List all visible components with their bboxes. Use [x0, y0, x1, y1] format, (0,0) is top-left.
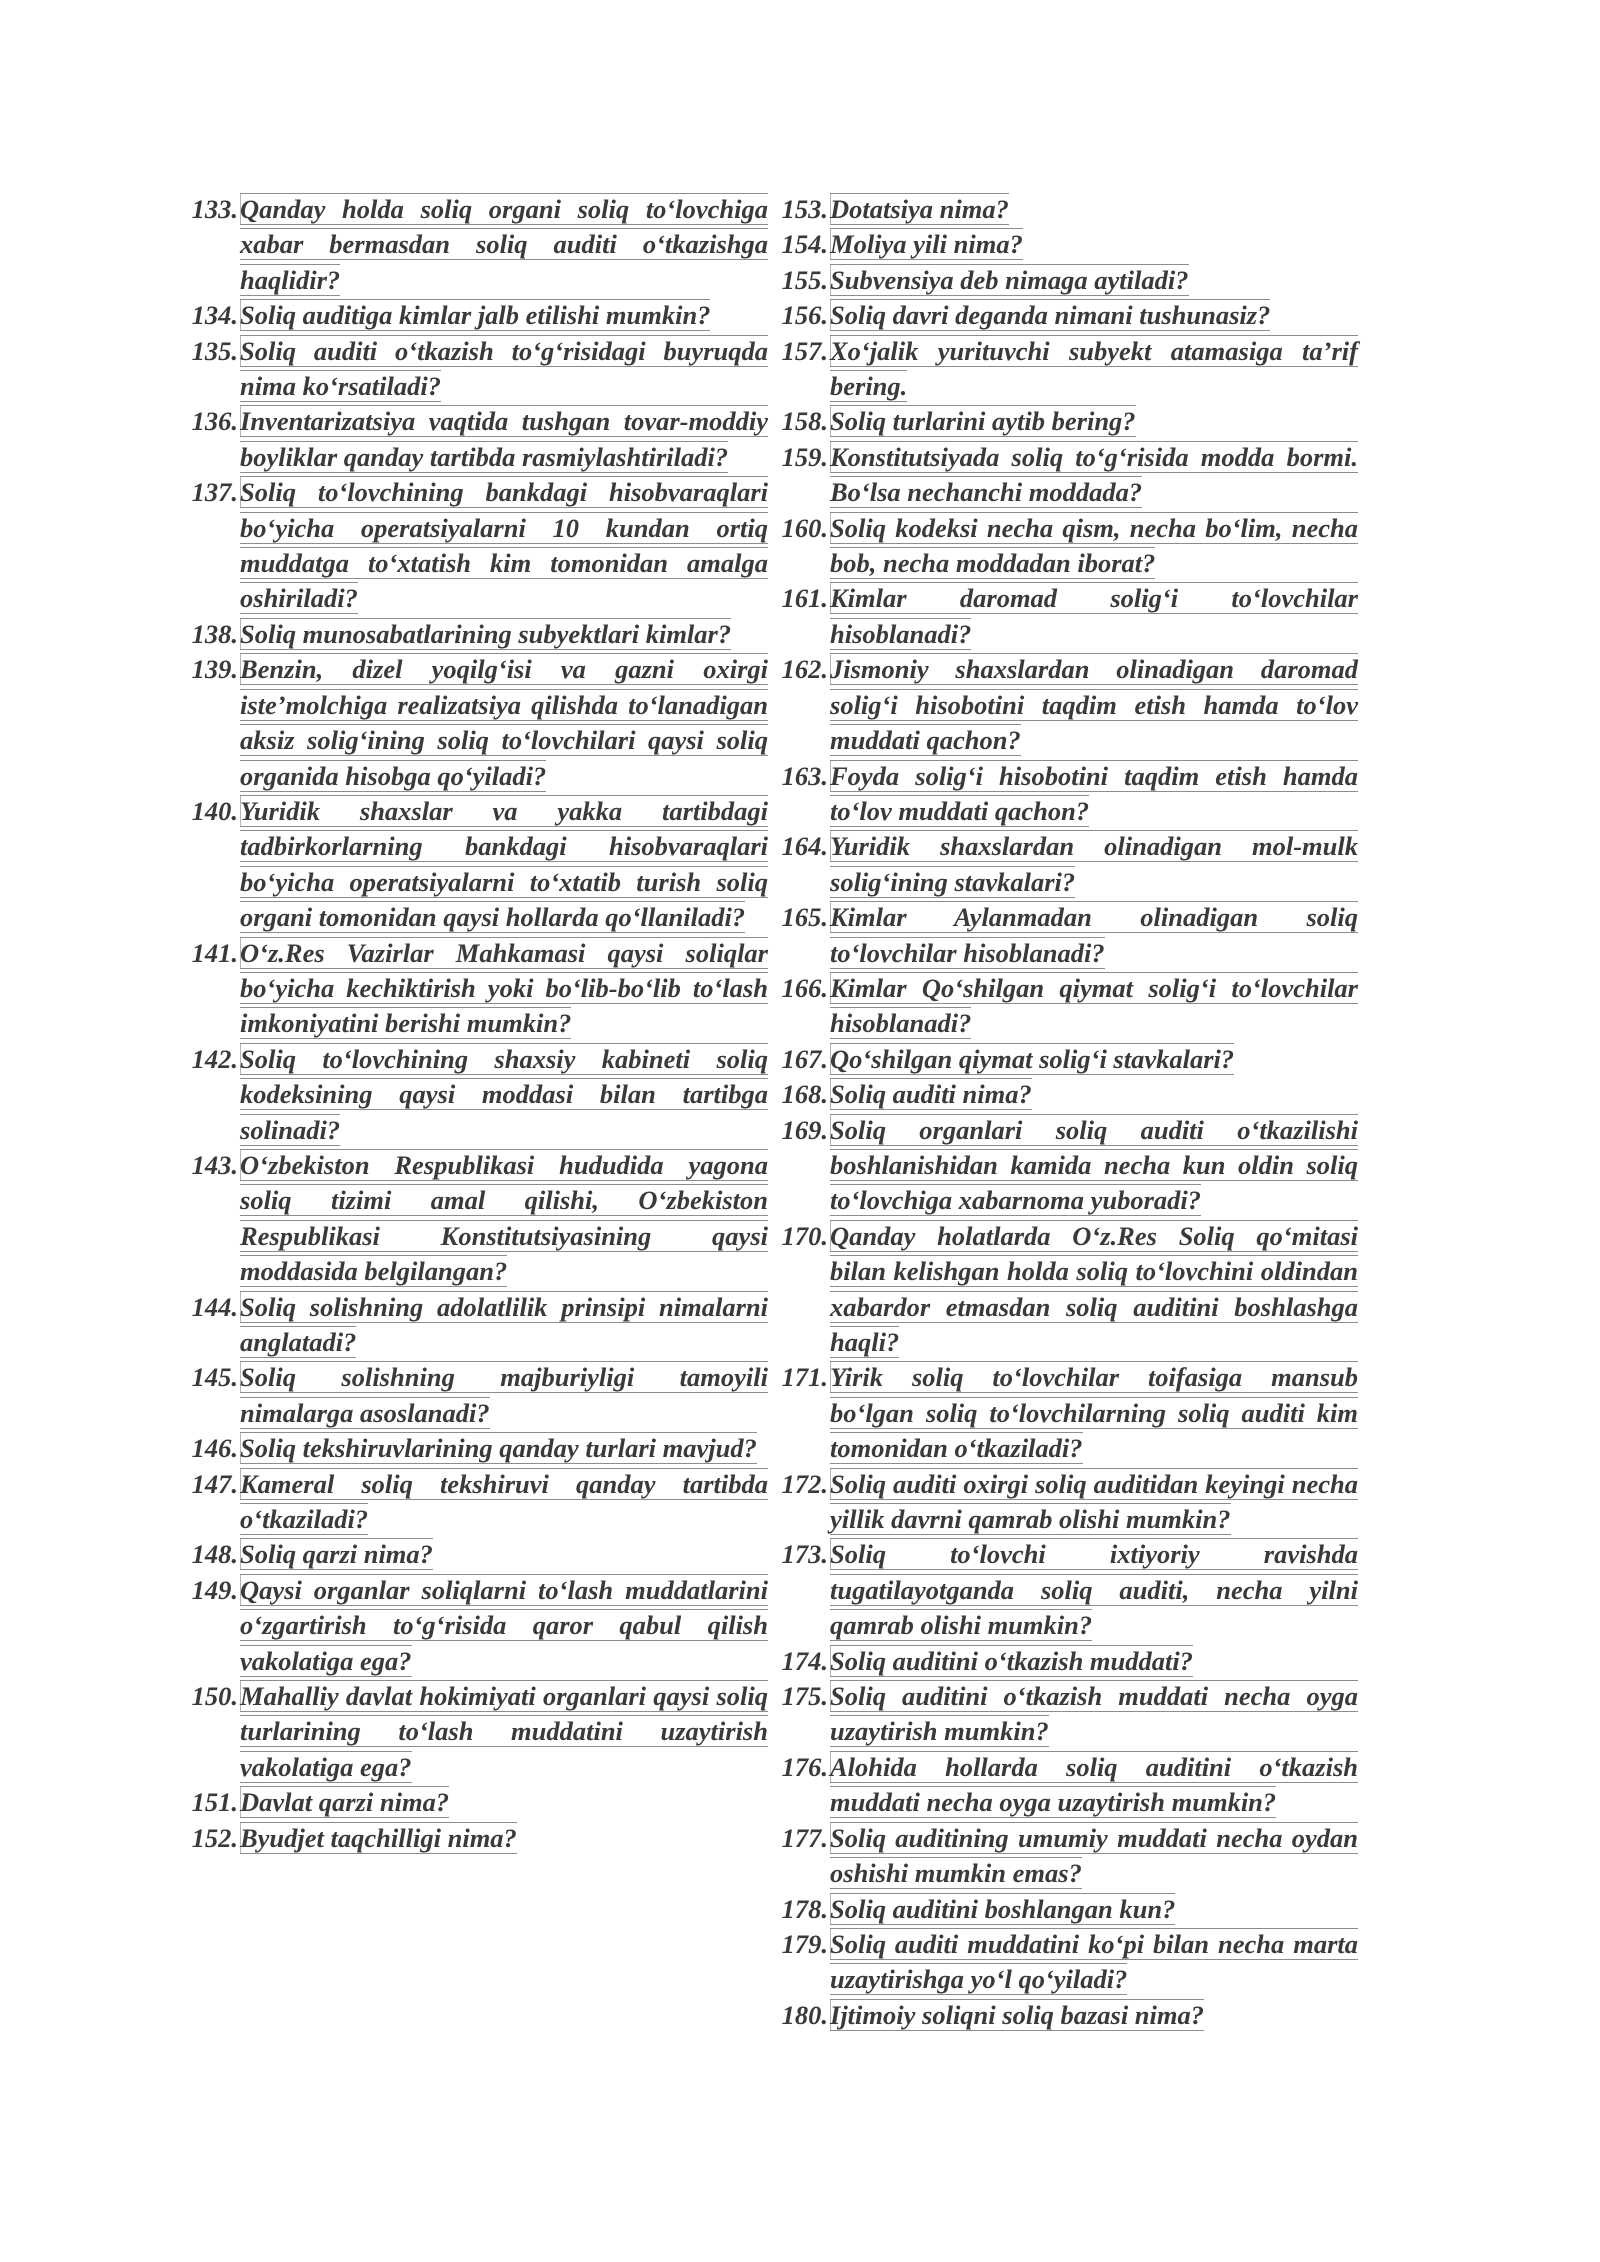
question-text: Soliq davri deganda nimani tushunasiz?: [830, 300, 1271, 331]
question-text: Byudjet taqchilligi nima?: [240, 1822, 517, 1853]
question-text: Ijtimoiy soliqni soliq bazasi nima?: [830, 1999, 1205, 2030]
question-item: [180, 1290, 768, 1361]
question-number: 175.: [781, 1681, 828, 1712]
question-number: 167.: [781, 1043, 828, 1074]
question-text: Subvensiya deb nimaga aytiladi?: [830, 264, 1189, 295]
question-number: 139.: [191, 654, 238, 685]
question-text: Kimlar Qo‘shilgan qiymat solig‘i to‘lovchilar hisoblanadi?: [830, 972, 1358, 1039]
question-number: 180.: [781, 1999, 828, 2030]
question-number: 150.: [191, 1681, 238, 1712]
question-number: 177.: [781, 1822, 828, 1853]
question-text: Soliq munosabatlarining subyektlari kimlar?: [240, 618, 732, 649]
question-number: 152.: [191, 1822, 238, 1853]
question-text: Soliq auditini o‘tkazish muddati necha oyga uzaytirish mumkin?: [830, 1681, 1358, 1747]
question-text: Soliq to‘lovchining shaxsiy kabineti soliq kodeksining qaysi moddasi bilan tartibga solinadi?: [240, 1043, 768, 1145]
question-number: 157.: [781, 335, 828, 366]
question-text: Soliq auditining umumiy muddati necha oydan oshishi mumkin emas?: [830, 1822, 1358, 1889]
question-text: Kimlar daromad solig‘i to‘lovchilar hisoblanadi?: [830, 583, 1358, 649]
question-item: [180, 1467, 768, 1538]
question-item: [770, 1113, 1358, 1219]
question-text: Soliq auditiga kimlar jalb etilishi mumkin?: [240, 300, 711, 331]
question-number: 138.: [191, 618, 238, 649]
question-text: Soliq auditini boshlangan kun?: [830, 1893, 1176, 1924]
question-number: 158.: [781, 406, 828, 437]
question-item: [770, 1077, 1358, 1112]
question-number: 142.: [191, 1043, 238, 1074]
question-text: Yirik soliq to‘lovchilar toifasiga mansub bo‘lgan soliq to‘lovchilarning soliq auditi kim tomonidan o‘tkaziladi?: [830, 1362, 1358, 1464]
question-number: 164.: [781, 831, 828, 862]
question-text: Soliq auditi muddatini ko‘pi bilan necha marta uzaytirishga yo‘l qo‘yiladi?: [830, 1928, 1358, 1995]
question-text: Soliq to‘lovchining bankdagi hisobvaraqlari bo‘yicha operatsiyalarni 10 kundan ortiq muddatga to‘xtatish kim tomonidan amalga oshiriladi?: [240, 477, 768, 614]
question-number: 166.: [781, 972, 828, 1003]
question-item: [180, 1537, 768, 1572]
question-item: [770, 1927, 1358, 1998]
question-number: 133.: [191, 194, 238, 224]
question-number: 163.: [781, 760, 828, 791]
question-number: 144.: [191, 1291, 238, 1322]
question-number: 149.: [191, 1574, 238, 1605]
question-number: 143.: [191, 1149, 238, 1180]
question-item: [770, 581, 1358, 652]
question-text: Qaysi organlar soliqlarni to‘lash muddatlarini o‘zgartirish to‘g‘risida qaror qabul qilish vakolatiga ega?: [240, 1574, 768, 1676]
question-column-left: [180, 192, 768, 1856]
question-text: Soliq solishning adolatlilik prinsipi nimalarni anglatadi?: [240, 1291, 768, 1357]
question-item: [770, 1679, 1358, 1750]
question-item: [770, 829, 1358, 900]
question-text: Soliq auditi oxirgi soliq auditidan keyingi necha yillik davrni qamrab olishi mumkin?: [830, 1468, 1358, 1535]
question-text: Davlat qarzi nima?: [240, 1787, 450, 1818]
question-number: 153.: [781, 194, 828, 224]
question-text: Soliq kodeksi necha qism, necha bo‘lim, necha bob, necha moddadan iborat?: [830, 512, 1358, 579]
question-item: [770, 1219, 1358, 1361]
question-text: Kameral soliq tekshiruvi qanday tartibda o‘tkaziladi?: [240, 1468, 768, 1535]
question-number: 171.: [781, 1362, 828, 1393]
question-number: 174.: [781, 1645, 828, 1676]
question-number: 160.: [781, 512, 828, 543]
question-item: [180, 1785, 768, 1820]
question-item: [180, 617, 768, 652]
question-item: [770, 1360, 1358, 1466]
question-item: [180, 1042, 768, 1148]
question-number: 137.: [191, 477, 238, 508]
question-item: [180, 1431, 768, 1466]
question-text: Yuridik shaxslardan olinadigan mol-mulk solig‘ining stavkalari?: [830, 831, 1358, 897]
question-text: Soliq auditi o‘tkazish to‘g‘risidagi buyruqda nima ko‘rsatiladi?: [240, 335, 768, 402]
question-text: Qo‘shilgan qiymat solig‘i stavkalari?: [830, 1043, 1235, 1074]
question-text: Jismoniy shaxslardan olinadigan daromad solig‘i hisobotini taqdim etish hamda to‘lov muddati qachon?: [830, 654, 1358, 756]
question-item: [770, 298, 1358, 333]
question-number: 135.: [191, 335, 238, 366]
question-number: 161.: [781, 583, 828, 614]
question-number: 141.: [191, 937, 238, 968]
question-number: 165.: [781, 902, 828, 933]
question-text: Benzin, dizel yoqilg‘isi va gazni oxirgi iste’molchiga realizatsiya qilishda to‘lanadigan aksiz solig‘ining soliq to‘lovchilari qaysi soliq organida hisobga qo‘yiladi?: [240, 654, 768, 791]
question-number: 162.: [781, 654, 828, 685]
question-item: [180, 794, 768, 936]
question-text: Mahalliy davlat hokimiyati organlari qaysi soliq turlarining to‘lash muddatini uzaytirish vakolatiga ega?: [240, 1681, 768, 1782]
question-number: 140.: [191, 795, 238, 826]
question-number: 159.: [781, 441, 828, 472]
question-number: 151.: [191, 1787, 238, 1818]
question-item: [770, 334, 1358, 405]
question-text: Moliya yili nima?: [830, 229, 1023, 260]
question-item: [180, 652, 768, 794]
question-text: Alohida hollarda soliq auditini o‘tkazish muddati necha oyga uzaytirish mumkin?: [830, 1751, 1358, 1818]
question-text: Kimlar Aylanmadan olinadigan soliq to‘lovchilar hisoblanadi?: [830, 902, 1358, 968]
question-item: [770, 971, 1358, 1042]
question-number: 155.: [781, 264, 828, 295]
question-item: [770, 1750, 1358, 1821]
question-item: [770, 192, 1358, 227]
question-number: 148.: [191, 1539, 238, 1570]
question-number: 168.: [781, 1079, 828, 1110]
question-text: Soliq tekshiruvlarining qanday turlari mavjud?: [240, 1433, 757, 1464]
question-text: O‘z.Res Vazirlar Mahkamasi qaysi soliqlar bo‘yicha kechiktirish yoki bo‘lib-bo‘lib to‘lash imkoniyatini berishi mumkin?: [240, 937, 768, 1039]
question-number: 173.: [781, 1539, 828, 1570]
question-item: [770, 1467, 1358, 1538]
question-text: Soliq turlarini aytib bering?: [830, 406, 1136, 437]
question-text: Qanday holatlarda O‘z.Res Soliq qo‘mitasi bilan kelishgan holda soliq to‘lovchini oldindan xabardor etmasdan soliq auditini boshlashga haqli?: [830, 1220, 1358, 1357]
question-number: 147.: [191, 1468, 238, 1499]
question-number: 156.: [781, 300, 828, 331]
question-number: 136.: [191, 406, 238, 437]
question-number: 170.: [781, 1220, 828, 1251]
question-item: [770, 1998, 1358, 2033]
question-number: 172.: [781, 1468, 828, 1499]
question-item: [180, 1360, 768, 1431]
question-item: [770, 1821, 1358, 1892]
question-item: [770, 1892, 1358, 1927]
question-column-right: [770, 192, 1358, 2033]
question-item: [770, 1644, 1358, 1679]
question-item: [770, 440, 1358, 511]
question-item: [180, 1573, 768, 1679]
question-text: Qanday holda soliq organi soliq to‘lovchiga xabar bermasdan soliq auditi o‘tkazishga haqlidir?: [240, 194, 768, 295]
question-text: Yuridik shaxslar va yakka tartibdagi tadbirkorlarning bankdagi hisobvaraqlari bo‘yicha operatsiyalarni to‘xtatib turish soliq organi tomonidan qaysi hollarda qo‘llaniladi?: [240, 795, 768, 933]
question-text: Inventarizatsiya vaqtida tushgan tovar-moddiy boyliklar qanday tartibda rasmiylashtiriladi?: [240, 406, 768, 472]
question-item: [180, 936, 768, 1042]
question-text: Dotatsiya nima?: [830, 194, 1009, 224]
question-item: [770, 759, 1358, 830]
question-number: 178.: [781, 1893, 828, 1924]
question-item: [770, 900, 1358, 971]
question-text: Soliq qarzi nima?: [240, 1539, 433, 1570]
question-item: [770, 404, 1358, 439]
question-item: [180, 192, 768, 298]
question-item: [770, 1537, 1358, 1643]
question-text: Soliq to‘lovchi ixtiyoriy ravishda tugatilayotganda soliq auditi, necha yilni qamrab olishi mumkin?: [830, 1539, 1358, 1641]
question-item: [180, 404, 768, 475]
question-text: O‘zbekiston Respublikasi hududida yagona soliq tizimi amal qilishi, O‘zbekiston Respublikasi Konstitutsiyasining qaysi moddasida belgilangan?: [240, 1149, 768, 1287]
question-item: [770, 652, 1358, 758]
question-item: [180, 334, 768, 405]
question-text: Soliq auditini o‘tkazish muddati?: [830, 1645, 1194, 1676]
question-number: 154.: [781, 229, 828, 260]
question-item: [770, 511, 1358, 582]
question-text: Soliq organlari soliq auditi o‘tkazilishi boshlanishidan kamida necha kun oldin soliq to‘lovchiga xabarnoma yuboradi?: [830, 1114, 1358, 1216]
question-item: [770, 263, 1358, 298]
question-item: [770, 227, 1358, 262]
question-item: [180, 1679, 768, 1785]
question-item: [770, 1042, 1358, 1077]
question-text: Soliq auditi nima?: [830, 1079, 1032, 1110]
question-number: 146.: [191, 1433, 238, 1464]
question-item: [180, 298, 768, 333]
question-item: [180, 1148, 768, 1290]
question-text: Xo‘jalik yurituvchi subyekt atamasiga ta’rif bering.: [830, 335, 1358, 402]
question-number: 145.: [191, 1362, 238, 1393]
question-text: Foyda solig‘i hisobotini taqdim etish hamda to‘lov muddati qachon?: [830, 760, 1358, 826]
question-item: [180, 475, 768, 617]
question-item: [180, 1821, 768, 1856]
question-number: 176.: [781, 1751, 828, 1782]
question-number: 134.: [191, 300, 238, 331]
question-number: 169.: [781, 1114, 828, 1145]
question-text: Soliq solishning majburiyligi tamoyili nimalarga asoslanadi?: [240, 1362, 768, 1428]
question-number: 179.: [781, 1928, 828, 1959]
question-text: Konstitutsiyada soliq to‘g‘risida modda bormi. Bo‘lsa nechanchi moddada?: [830, 441, 1358, 508]
